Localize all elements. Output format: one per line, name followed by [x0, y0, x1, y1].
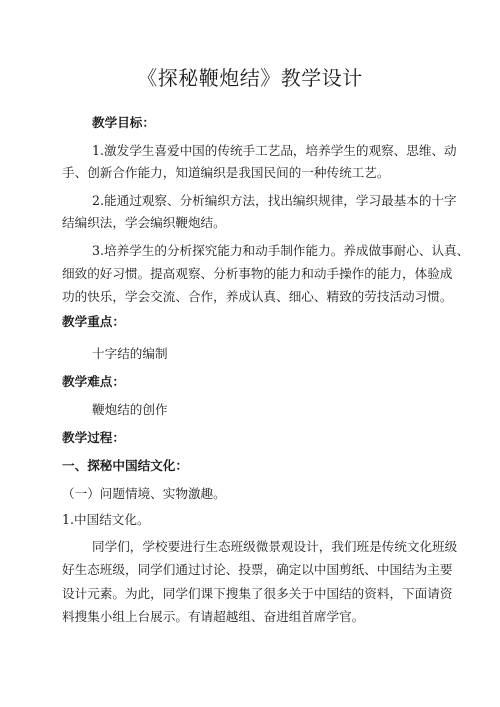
para-line3: 设计元素。为此，同学们课下搜集了很多关于中国结的资料，下面请资 — [62, 586, 453, 601]
sub1-heading: （一）问题情境、实物激趣。 — [62, 486, 226, 501]
item1-heading: 1.中国结文化。 — [62, 512, 150, 527]
goal2-line1: 2.能通过观察、分析编织方法，找出编织规律，学习最基本的十字 — [92, 193, 457, 208]
key-text: 十字结的编制 — [92, 346, 168, 361]
goal2-line2: 结编织法，学会编织鞭炮结。 — [62, 215, 226, 230]
para-line2: 好生态班级，同学们通过讨论、投票，确定以中国剪纸、中国结为主要 — [62, 562, 453, 577]
difficulty-text: 鞭炮结的创作 — [92, 402, 168, 417]
para-line4: 料搜集小组上台展示。有请超越组、奋进组首席学官。 — [62, 609, 365, 624]
document-title: 《探秘鞭炮结》教学设计 — [137, 66, 363, 90]
difficulty-heading: 教学难点： — [62, 374, 125, 389]
goal3-line2: 细致的好习惯。提高观察、分析事物的能力和动手操作的能力，体验成 — [62, 266, 453, 281]
goal3-line1: 3.培养学生的分析探究能力和动手制作能力。养成做事耐心、认真、 — [92, 243, 470, 258]
goal3-line3: 功的快乐，学会交流、合作，养成认真、细心、精致的劳技活动习惯。 — [62, 289, 453, 304]
process-heading: 教学过程： — [62, 430, 125, 445]
goal1-line2: 手、创新合作能力，知道编织是我国民间的一种传统工艺。 — [62, 165, 390, 180]
goal1-line1: 1.激发学生喜爱中国的传统手工艺品，培养学生的观察、思维、动 — [92, 143, 457, 158]
para-line1: 同学们，学校要进行生态班级微景观设计，我们班是传统文化班级 — [92, 539, 458, 554]
section1-heading: 一、探秘中国结文化： — [62, 458, 188, 473]
key-heading: 教学重点： — [62, 314, 125, 329]
goals-heading: 教学目标： — [92, 115, 155, 130]
